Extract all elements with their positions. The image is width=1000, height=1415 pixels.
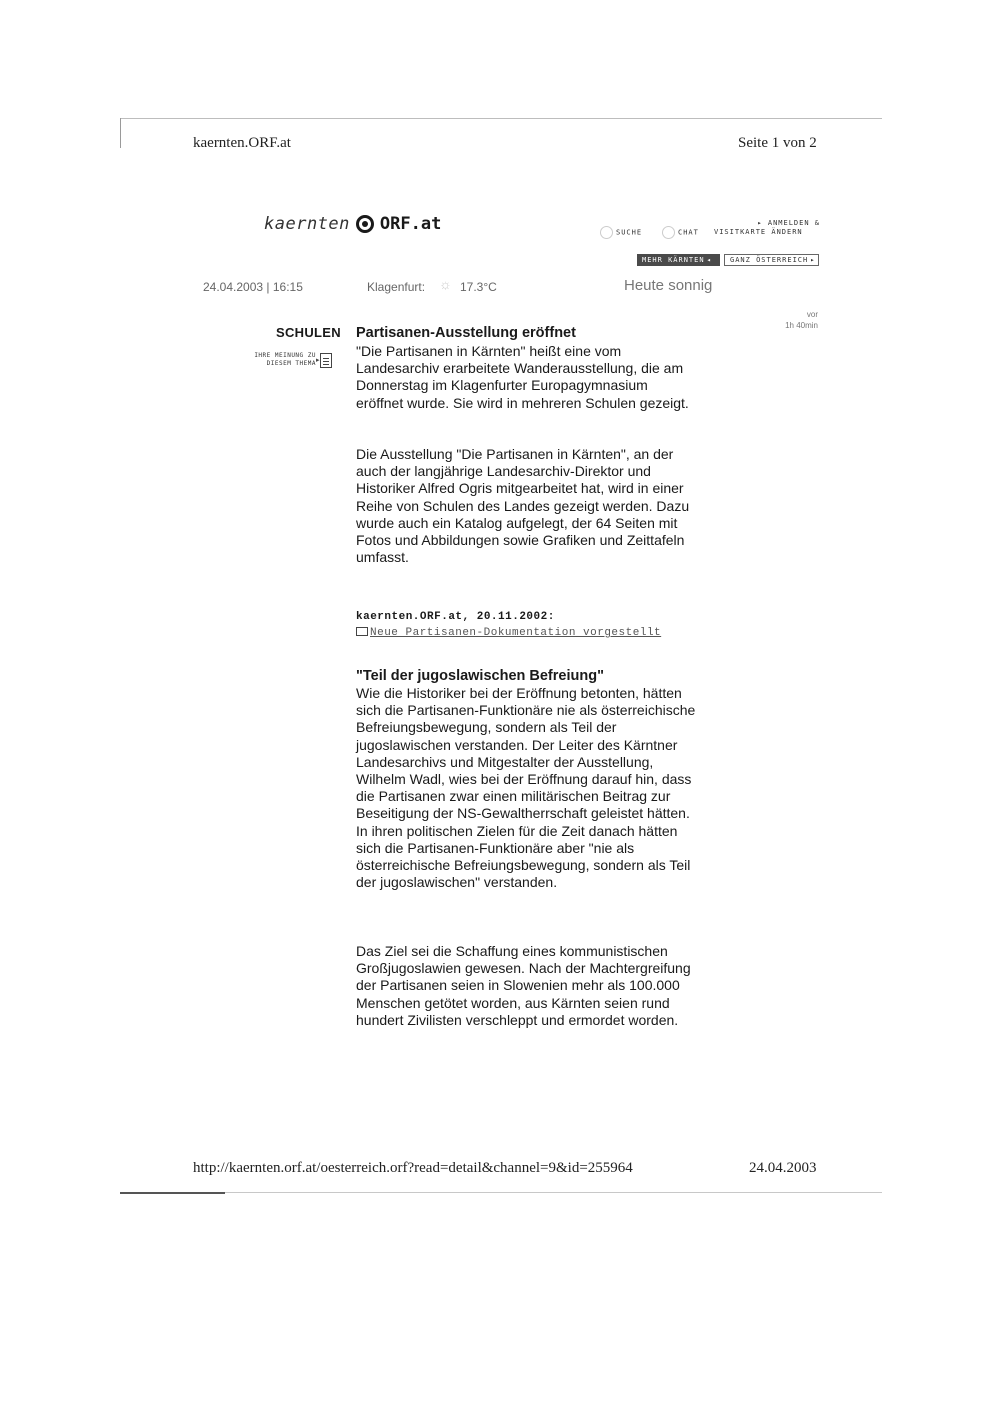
article-paragraph-3: Das Ziel sei die Schaffung eines kommunistischen Großjugoslawien gewesen. Nach der Machtergreifung der Partisanen seien in Slowenien mehr als 100.000 Menschen getötet worden, aus Kärnten seien rund hundert Zivilisten verschleppt und ermordet worden. [356,943,691,1028]
chat-link[interactable] [662,226,699,239]
external-link-icon [356,627,368,636]
article-paragraph-1: Die Ausstellung "Die Partisanen in Kärnten", an der auch der langjährige Landesarchiv-Direktor und Historiker Alfred Ogris mitgearbeitet hat, wird in einer Reihe von Schulen des Landes gezeigt werden. Dazu wurde auch ein Katalog aufgelegt, der 64 Seiten mit Fotos und Abbildungen sowie Grafiken und Zeittafeln umfasst. [356,446,690,566]
time-ago-label [785,309,818,331]
section-label: SCHULEN [276,325,341,340]
related-article-link-text: Neue Partisanen-Dokumentation vorgestellt [370,627,662,639]
site-logo[interactable] [264,214,441,234]
mehr-kaernten-button[interactable] [637,254,720,266]
logo-orf-text: ORF.at [379,214,442,234]
ganz-oesterreich-button[interactable] [724,254,819,266]
time-ago-prefix: vor [806,310,818,319]
paper-edge-left [120,118,121,148]
weather-temperature: 17.3°C [460,280,497,294]
chat-link-label: CHAT [678,228,699,237]
print-footer-date: 24.04.2003 [749,1160,817,1176]
article-datetime: 24.04.2003 | 16:15 [203,280,303,294]
print-footer-url: http://kaernten.orf.at/oesterreich.orf?read=detail&channel=9&id=255964 [193,1160,633,1176]
opinion-line-1: IHRE MEINUNG ZU [254,352,316,359]
orf-eye-icon [356,215,374,233]
print-header-page: Seite 1 von 2 [738,135,817,151]
paper-edge-bottom-shadow [120,1192,225,1194]
visitcard-link[interactable]: VISITKARTE ÄNDERN [714,228,803,236]
ganz-oesterreich-label: GANZ ÖSTERREICH [730,256,809,264]
print-header-site: kaernten.ORF.at [193,135,291,151]
related-article-label: kaernten.ORF.at, 20.11.2002: [356,611,555,623]
document-icon[interactable] [320,353,332,368]
opinion-arrow-icon: ▸ [316,357,320,364]
sun-icon: ☼ [439,276,452,292]
search-link-label: SUCHE [616,228,643,237]
arrow-right-icon: ▸ [810,256,816,264]
logo-kaernten-text: kaernten [264,214,350,234]
mehr-kaernten-label: MEHR KÄRNTEN [642,256,705,264]
arrow-left-icon: ◂ [706,256,712,264]
search-link[interactable] [600,226,642,239]
paper-edge-top [120,118,882,119]
article-lead: "Die Partisanen in Kärnten" heißt eine vom Landesarchiv erarbeitete Wanderausstellung, die am Donnerstag im Klagenfurter Europagymnasium eröffnet wurde. Sie wird in mehreren Schulen gezeigt. [356,343,689,411]
article-paragraph-2: Wie die Historiker bei der Eröffnung betonten, hätten sich die Partisanen-Funktionäre nie als österreichische Befreiungsbewegung, sondern als Teil der jugoslawischen verstanden. Der Leiter des Kärntner Landesarchivs und Mitgestalter der Ausstellung, Wilhelm Wadl, wies bei der Eröffnung darauf hin, dass die Partisanen zwar einen militärischen Beitrag zur Beseitigung der NS-Gewaltherrschaft geleistet hätten. In ihren politischen Zielen für die Zeit danach hätten sich die Partisanen-Funktionäre aber "nie als österreichische Befreiungsbewegung, sondern als Teil der jugoslawischen" verstanden. [356,685,696,891]
related-article-link[interactable] [356,627,661,639]
time-ago-value: 1h 40min [785,321,818,330]
opinion-line-2: DIESEM THEMA [266,360,316,367]
weather-location: Klagenfurt: [367,280,426,294]
article-subheading: "Teil der jugoslawischen Befreiung" [356,668,604,684]
article-title: Partisanen-Ausstellung eröffnet [356,325,576,341]
login-link[interactable]: ▸ ANMELDEN & [757,219,820,227]
opinion-link[interactable] [232,352,316,368]
chat-circle-icon [662,226,675,239]
search-circle-icon [600,226,613,239]
paper-edge-bottom [120,1192,882,1193]
weather-forecast: Heute sonnig [624,277,713,294]
